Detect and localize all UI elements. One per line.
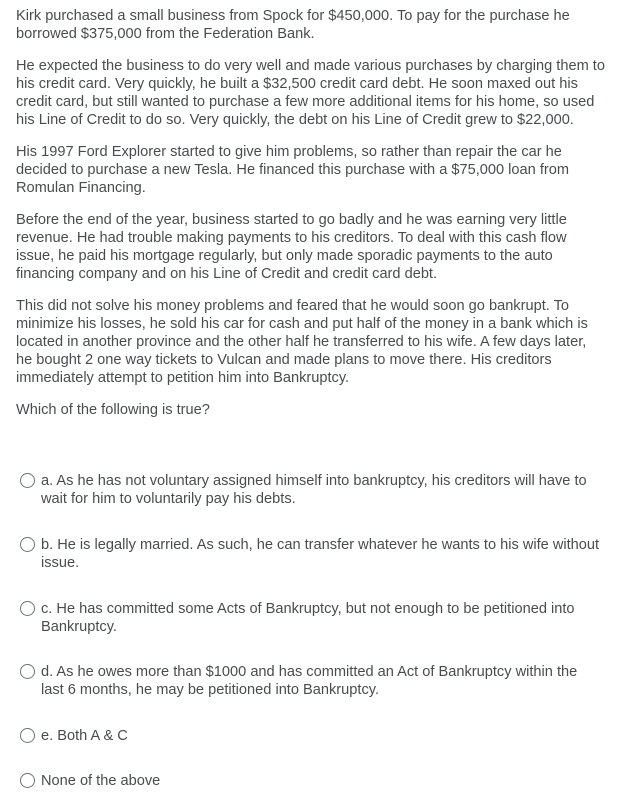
question-paragraph: This did not solve his money problems and feared that he would soon go bankrupt. To minimize his losses, he sold his car for cash and put half of the money in a bank which is located in another province and the other half he transferred to his wife. A few days later, he bought 2 one way tickets to Vulcan and made plans to move there. His creditors immediately attempt to petition him into Bankruptcy. bbox=[16, 298, 588, 386]
option-c-label[interactable]: c. He has committed some Acts of Bankruptcy, but not enough to be petitioned into Bankruptcy. bbox=[41, 601, 575, 635]
option-c[interactable] bbox=[20, 600, 600, 636]
option-a-label[interactable]: a. As he has not voluntary assigned himself into bankruptcy, his creditors will have to wait for him to voluntarily pay his debts. bbox=[41, 473, 587, 507]
question-paragraph: He expected the business to do very well and made various purchases by charging them to his credit card. Very quickly, he built a $32,500 credit card debt. He soon maxed out his credit card, but still wanted to purchase a few more additional items for his home, so used his Line of Credit to do so. Very quickly, the debt on his Line of Credit grew to $22,000. bbox=[16, 58, 605, 128]
radio-button-d[interactable] bbox=[20, 664, 35, 679]
radio-button-e[interactable] bbox=[20, 728, 35, 743]
radio-button-c[interactable] bbox=[20, 601, 35, 616]
option-d[interactable] bbox=[20, 663, 600, 699]
option-b[interactable] bbox=[20, 536, 600, 572]
question-paragraph: Before the end of the year, business started to go badly and he was earning very little revenue. He had trouble making payments to his creditors. To deal with this cash flow issue, he paid his mortgage regularly, but only made sporadic payments to the auto financing company and on his Line of Credit and credit card debt. bbox=[16, 212, 567, 282]
option-none-label[interactable]: None of the above bbox=[41, 773, 161, 789]
radio-button-a[interactable] bbox=[20, 473, 35, 488]
option-none[interactable] bbox=[20, 772, 600, 790]
option-a[interactable] bbox=[20, 472, 600, 508]
option-b-label[interactable]: b. He is legally married. As such, he can transfer whatever he wants to his wife without issue. bbox=[41, 537, 600, 571]
radio-button-none[interactable] bbox=[20, 773, 35, 788]
question-paragraph: His 1997 Ford Explorer started to give him problems, so rather than repair the car he decided to purchase a new Tesla. He financed this purchase with a $75,000 loan from Romulan Financing. bbox=[16, 144, 570, 196]
radio-button-b[interactable] bbox=[20, 537, 35, 552]
option-d-label[interactable]: d. As he owes more than $1000 and has committed an Act of Bankruptcy within the last 6 months, he may be petitioned into Bankruptcy. bbox=[41, 664, 578, 698]
option-e[interactable] bbox=[20, 727, 600, 745]
option-e-label[interactable]: e. Both A & C bbox=[41, 728, 128, 744]
question-paragraph: Kirk purchased a small business from Spock for $450,000. To pay for the purchase he borrowed $375,000 from the Federation Bank. bbox=[16, 8, 570, 42]
question-prompt: Which of the following is true? bbox=[16, 402, 210, 418]
question-text bbox=[16, 7, 606, 433]
